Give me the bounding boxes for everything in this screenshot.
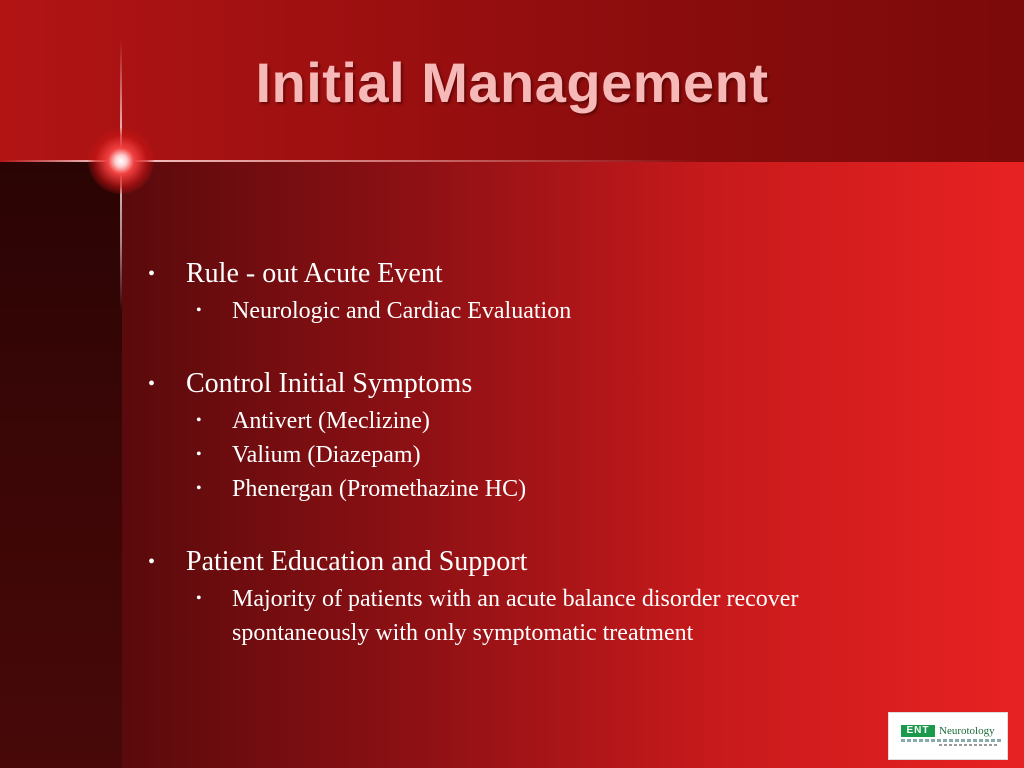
logo-badge: ENT [901,725,935,737]
bullet-icon: • [148,373,156,395]
bullet-text: Patient Education and Support [186,546,528,577]
sub-bullet-item [196,294,946,328]
sub-bullet-text: Phenergan (Promethazine HC) [232,476,527,502]
sub-bullet-icon: • [196,412,202,429]
logo-name: Neurotology [939,725,995,737]
sub-bullet-text: Majority of patients with an acute balance disorder recover spontaneously with only symptomatic treatment [232,586,799,646]
bullet-text: Rule - out Acute Event [186,258,443,289]
bullet-group [146,364,946,506]
sub-bullet-item [196,404,946,438]
bullet-group [146,254,946,328]
sub-bullet-item [196,582,946,650]
sub-bullet-text: Neurologic and Cardiac Evaluation [232,298,572,324]
sub-bullet-item [196,438,946,472]
light-flare-icon [88,128,154,194]
sub-bullet-icon: • [196,446,202,463]
bullet-item [146,364,946,404]
bullet-item [146,542,946,582]
bullet-icon: • [148,263,156,285]
sub-bullet-text: Antivert (Meclizine) [232,408,430,434]
bullet-group [146,542,946,650]
bullet-item [146,254,946,294]
bullet-list [146,254,946,650]
sub-bullet-item [196,472,946,506]
bullet-text: Control Initial Symptoms [186,368,473,399]
slide-title: Initial Management [255,51,769,114]
left-dark-band [0,162,122,768]
bullet-icon: • [148,551,156,573]
sub-bullet-icon: • [196,590,202,607]
ent-neurotology-logo [888,712,1008,760]
sub-bullet-text: Valium (Diazepam) [232,442,421,468]
sub-bullet-icon: • [196,302,202,319]
logo-fine-print-line [939,744,999,746]
logo-fine-print-line [901,739,1001,742]
sub-bullet-icon: • [196,480,202,497]
